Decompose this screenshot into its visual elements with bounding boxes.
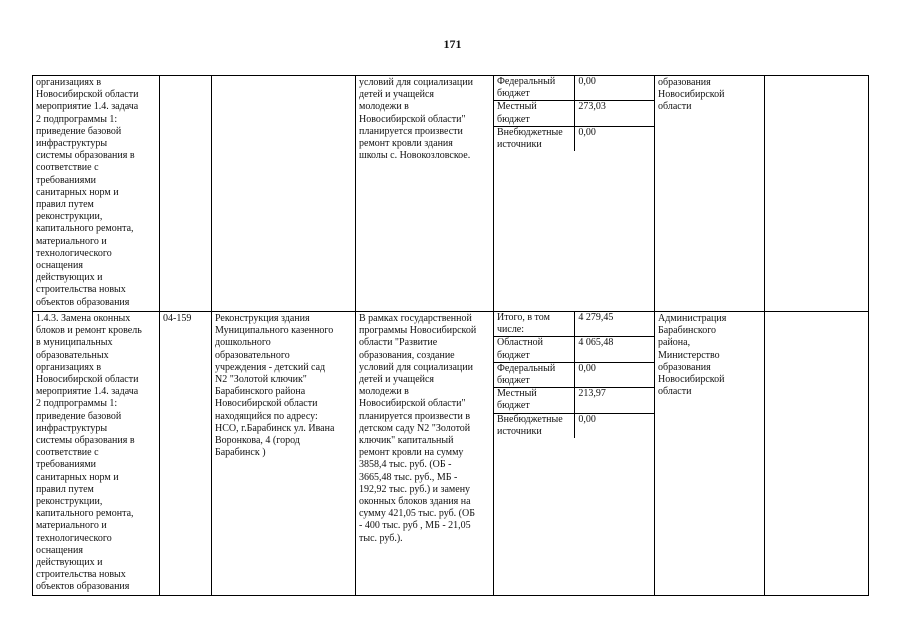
finance-source: Федеральный бюджет — [494, 76, 575, 101]
finance-source: Внебюджетные источники — [494, 413, 575, 438]
finance-value: 213,97 — [575, 388, 654, 413]
finance-source: Местный бюджет — [494, 101, 575, 126]
finance-table — [494, 76, 654, 151]
finance-value: 0,00 — [575, 413, 654, 438]
measure-cell: организациях в Новосибирской области мероприятие 1.4. задача 2 подпрограммы 1: приведение базовой инфраструктуры системы образования в соответствие с требованиями санитарных норм и правил путем реконструкции, капитального ремонта, материального и технологического оснащения действующих и строительства новых объектов образования — [33, 76, 160, 312]
finance-source: Внебюджетные источники — [494, 126, 575, 151]
table-row — [33, 312, 869, 596]
finance-row — [494, 101, 654, 126]
finance-value: 4 065,48 — [575, 337, 654, 362]
finance-cell — [494, 76, 655, 312]
program-measures-table — [32, 75, 869, 596]
finance-table — [494, 312, 654, 438]
finance-row — [494, 413, 654, 438]
finance-value: 0,00 — [575, 362, 654, 387]
code-cell: 04-159 — [160, 312, 212, 596]
description-cell: условий для социализации детей и учащейся молодежи в Новосибирской области" планируется произвести ремонт кровли здания школы с. Новокозловское. — [356, 76, 494, 312]
finance-source: Местный бюджет — [494, 388, 575, 413]
page-number: 171 — [443, 37, 462, 51]
finance-source: Областной бюджет — [494, 337, 575, 362]
object-cell — [212, 76, 356, 312]
code-cell — [160, 76, 212, 312]
finance-row — [494, 126, 654, 151]
finance-value: 0,00 — [575, 126, 654, 151]
finance-row — [494, 362, 654, 387]
finance-source: Федеральный бюджет — [494, 362, 575, 387]
object-cell: Реконструкция здания Муниципального казенного дошкольного образовательного учреждения - детский сад N2 "Золотой ключик" Барабинского района Новосибирской области находящийся по адресу: НСО, г.Барабинск ул. Ивана Воронкова, 4 (город Барабинск ) — [212, 312, 356, 596]
finance-value: 273,03 — [575, 101, 654, 126]
finance-value: 0,00 — [575, 76, 654, 101]
executor-cell: Администрация Барабинского района, Министерство образования Новосибирской области — [655, 312, 765, 596]
finance-value: 4 279,45 — [575, 312, 654, 337]
measure-cell: 1.4.3. Замена оконных блоков и ремонт кровель в муниципальных образовательных организациях в Новосибирской области мероприятие 1.4. задача 2 подпрограммы 1: приведение базовой инфраструктуры системы образования в соответствие с требованиями санитарных норм и правил путем реконструкции, капитального ремонта, материального и технологического оснащения действующих и строительства новых объектов образования — [33, 312, 160, 596]
note-cell — [765, 312, 869, 596]
description-cell: В рамках государственной программы Новосибирской области "Развитие образования, создание условий для социализации детей и учащейся молодежи в Новосибирской области" планируется произвести в детском саду N2 "Золотой ключик" капитальный ремонт кровли на сумму 3858,4 тыс. руб. (ОБ - 3665,48 тыс. руб., МБ - 192,92 тыс. руб.) и замену оконных блоков здания на сумму 421,05 тыс. руб. (ОБ - 400 тыс. руб , МБ - 21,05 тыс. руб.). — [356, 312, 494, 596]
finance-row — [494, 76, 654, 101]
finance-row — [494, 312, 654, 337]
table-row — [33, 76, 869, 312]
finance-source: Итого, в том числе: — [494, 312, 575, 337]
finance-cell — [494, 312, 655, 596]
executor-cell: образования Новосибирской области — [655, 76, 765, 312]
note-cell — [765, 76, 869, 312]
finance-row — [494, 388, 654, 413]
finance-row — [494, 337, 654, 362]
